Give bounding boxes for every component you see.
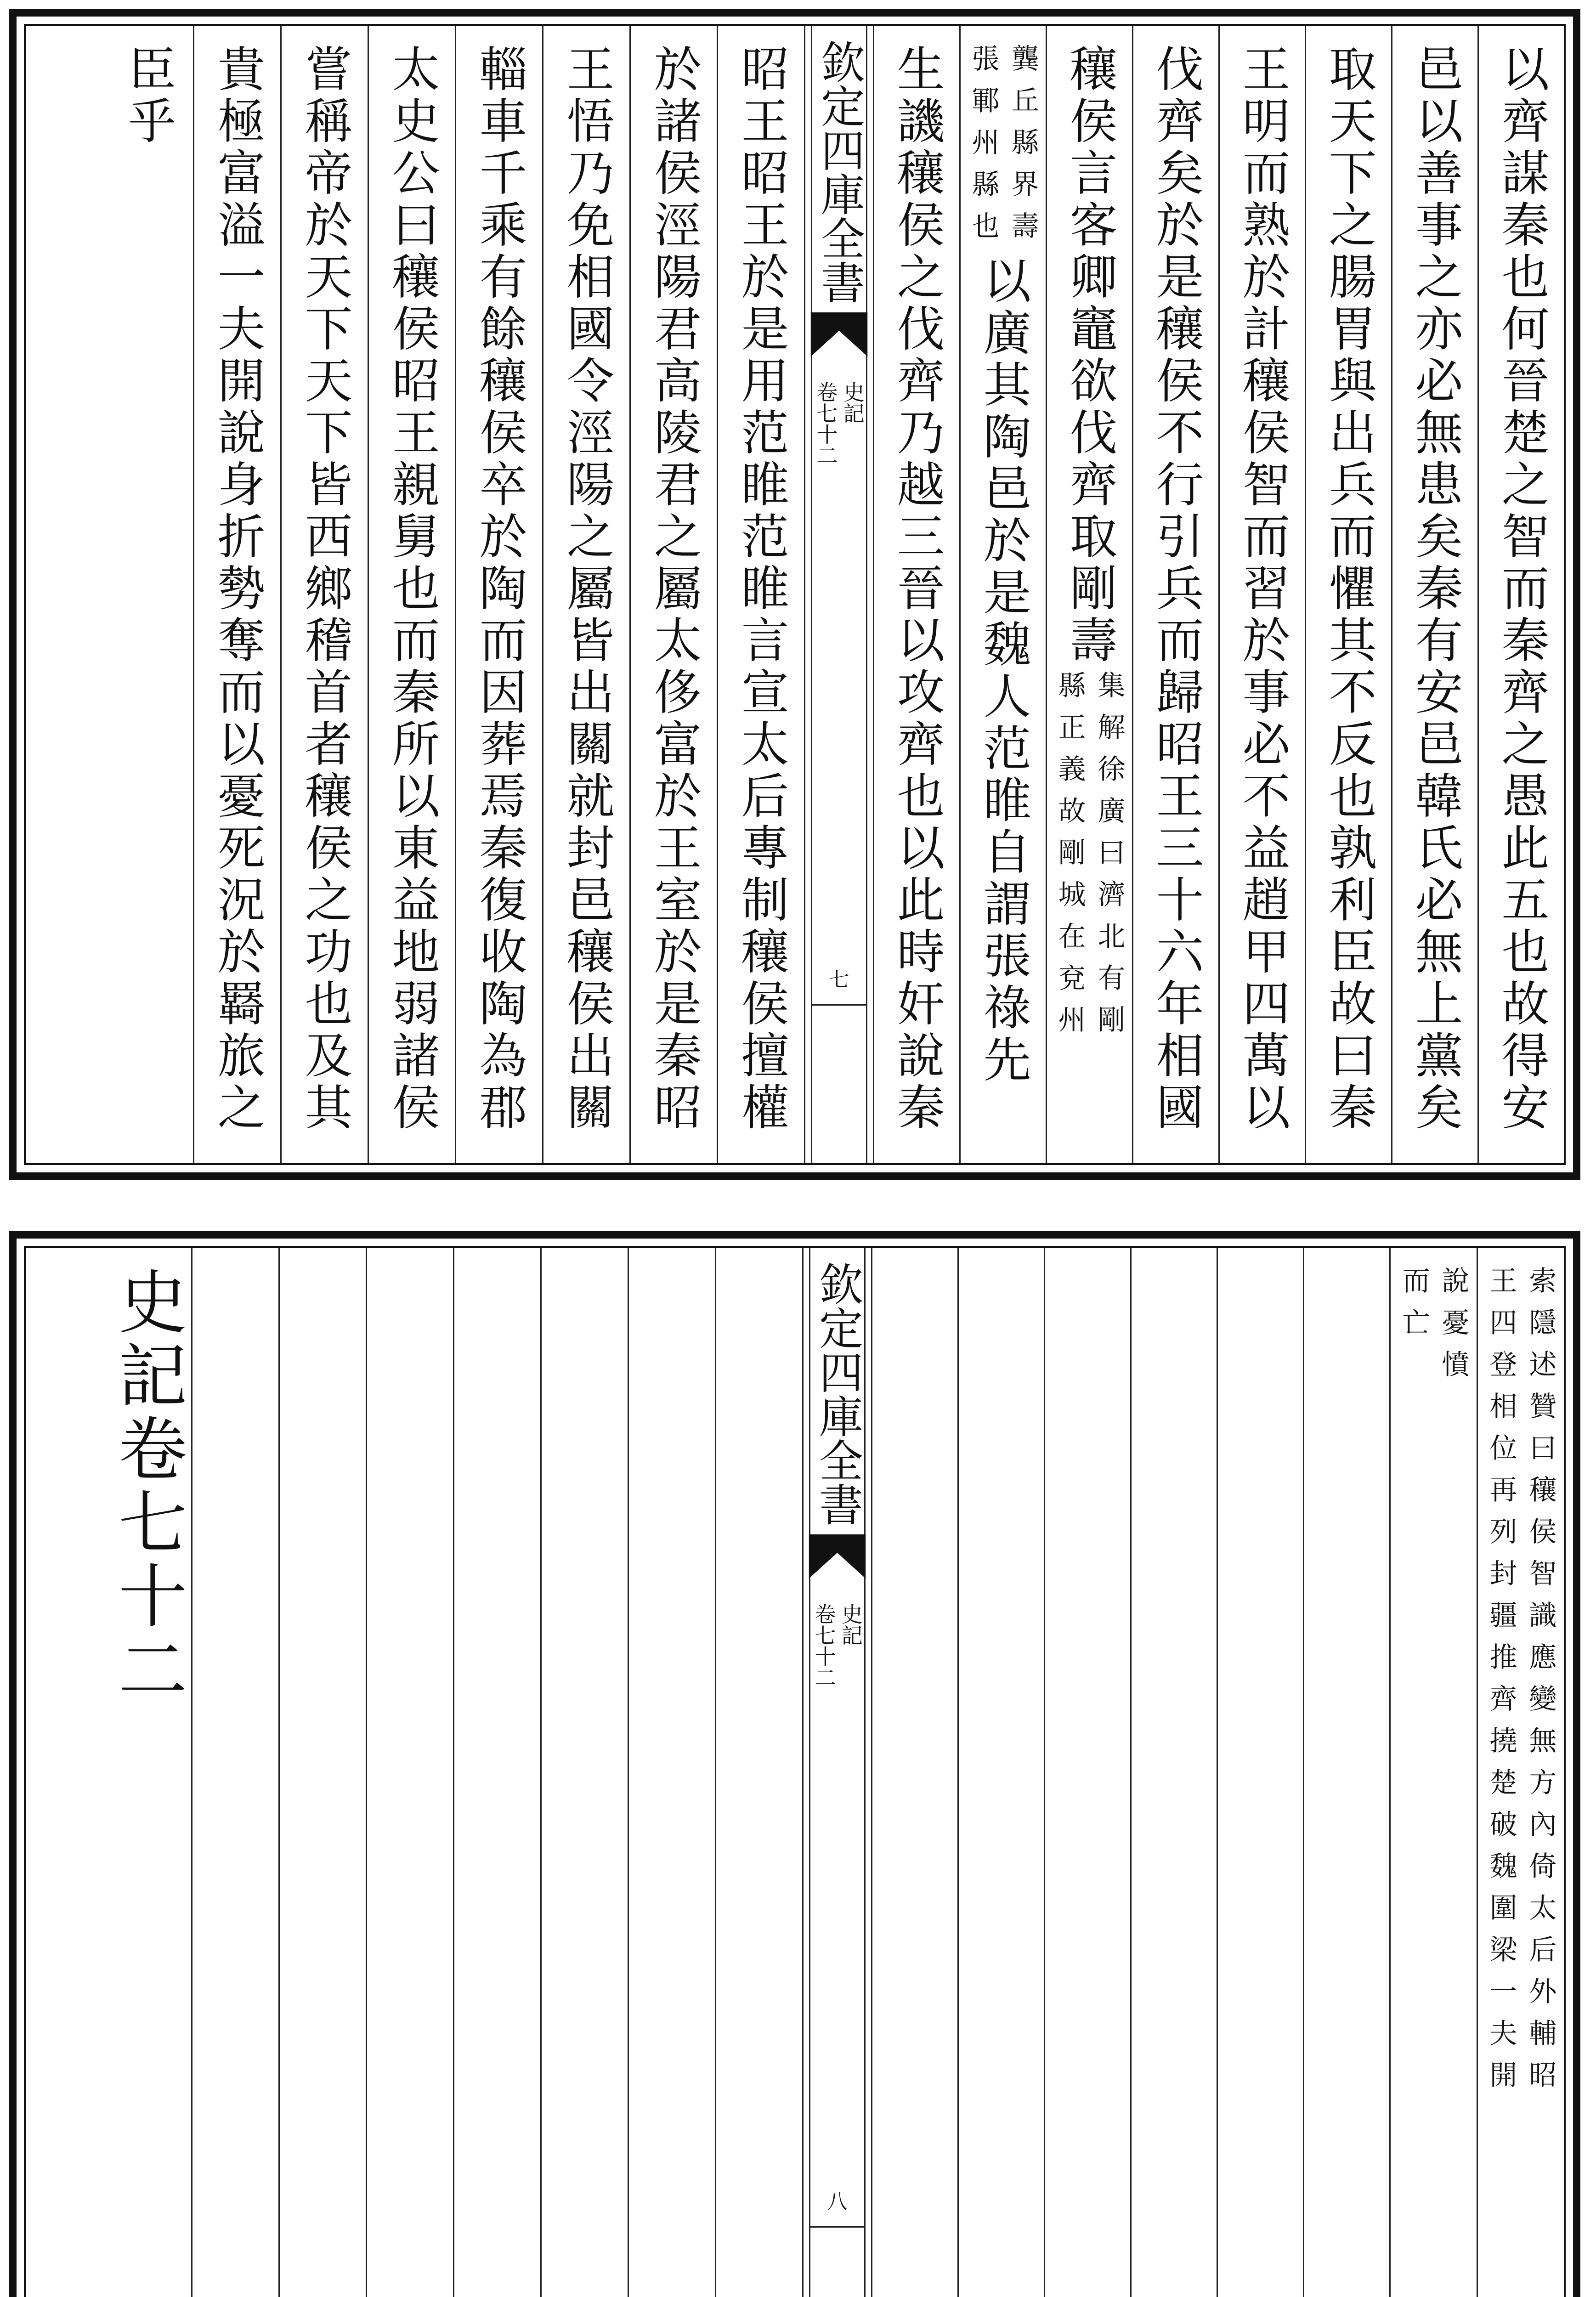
column-text: 王悟乃免相國令涇陽之屬皆出關就封邑穰侯出關 — [558, 44, 615, 1134]
empty-column — [628, 1248, 715, 2297]
text-column — [1132, 26, 1218, 1163]
fishtail-mark — [804, 1534, 871, 1585]
zan-column — [1477, 1248, 1564, 2297]
fold-bottom-rule — [811, 1004, 867, 1006]
empty-column — [957, 1248, 1044, 2297]
text-column — [193, 26, 280, 1163]
empty-column — [453, 1248, 540, 2297]
text-column — [1218, 26, 1305, 1163]
zan-line: 王四登相位再列封疆推齊撓楚破魏圍梁一夫開 — [1485, 1266, 1517, 2102]
empty-column — [191, 1248, 278, 2297]
empty-column — [1217, 1248, 1303, 2297]
fold-title: 欽定四庫全書 — [814, 40, 866, 304]
empty-column — [278, 1248, 366, 2297]
text-column — [280, 26, 368, 1163]
zan-line: 說憂憤 — [1437, 1266, 1470, 1392]
bottom-page — [9, 1231, 1580, 2297]
column-text: 王明而熟於計穰侯智而習於事必不益趙甲四萬以 — [1234, 44, 1290, 1134]
center-fold — [804, 26, 873, 1163]
text-column — [717, 26, 804, 1163]
text-column — [1305, 26, 1391, 1163]
text-column — [873, 26, 959, 1163]
zan-commentary — [1398, 1266, 1470, 1392]
mixed-column — [1053, 44, 1126, 1047]
text-column — [1391, 26, 1477, 1163]
column-text: 伐齊矣於是穰侯不行引兵而歸昭王三十六年相國 — [1148, 44, 1204, 1134]
fishtail-mark — [805, 312, 873, 363]
column-text: 昭王昭王於是用范睢范睢言宣太后專制穰侯擅權 — [733, 44, 789, 1134]
text-column — [1477, 26, 1564, 1163]
zan-line: 而亡 — [1398, 1266, 1430, 1350]
top-page-columns — [26, 26, 1564, 1163]
book-title-label: 史記 — [838, 1603, 863, 1646]
column-text: 太史公曰穰侯昭王親舅也而秦所以東益地弱諸侯 — [384, 44, 440, 1134]
text-column-with-notes — [1046, 26, 1132, 1163]
zan-column — [1389, 1248, 1477, 2297]
column-text: 取天下之腸胃與出兵而懼其不反也孰利臣故曰秦 — [1320, 44, 1377, 1134]
note-line: 張鄆州縣也 — [967, 44, 1000, 253]
column-text: 以廣其陶邑於是魏人范睢自謂張祿先 — [975, 256, 1031, 1086]
empty-column — [540, 1248, 628, 2297]
empty-column — [715, 1248, 802, 2297]
empty-column — [366, 1248, 453, 2297]
chapter-label: 卷七十二 — [811, 1603, 837, 1688]
text-column-with-notes — [959, 26, 1046, 1163]
top-page — [9, 9, 1580, 1180]
empty-column — [1130, 1248, 1217, 2297]
text-column — [629, 26, 717, 1163]
book-title-label: 史記 — [840, 381, 865, 424]
column-text: 邑以善事之亦必無患矣秦有安邑韓氏必無上黨矣 — [1407, 44, 1463, 1134]
folio-number: 八 — [827, 2190, 848, 2213]
section-label — [815, 381, 864, 466]
column-text: 貴極富溢一夫開說身折勢奪而以憂死況於羇旅之 — [209, 44, 266, 1134]
end-title-column — [101, 1248, 191, 2297]
column-text: 輜車千乘有餘穰侯卒於陶而因葬焉秦復收陶為郡 — [471, 44, 527, 1134]
text-column — [368, 26, 455, 1163]
note-line: 龔丘縣界壽 — [1007, 44, 1039, 253]
section-label — [813, 1603, 862, 1688]
text-column — [542, 26, 629, 1163]
commentary-note — [1053, 671, 1126, 1047]
empty-column — [1303, 1248, 1389, 2297]
zan-line: 索隱述贊曰穰侯智識應變無方內倚太后外輔昭 — [1524, 1266, 1557, 2102]
text-column — [103, 26, 193, 1163]
chapter-end-title: 史記卷七十二 — [106, 1266, 187, 1707]
commentary-note — [967, 44, 1039, 253]
zan-commentary — [1485, 1266, 1557, 2102]
column-text: 於諸侯涇陽君高陵君之屬太侈富於王室於是秦昭 — [645, 44, 702, 1134]
folio-number: 七 — [829, 968, 849, 991]
note-line: 縣正義故剛城在兗州 — [1053, 671, 1086, 1047]
text-column — [455, 26, 542, 1163]
empty-column — [1044, 1248, 1130, 2297]
note-line: 集解徐廣曰濟北有剛 — [1093, 671, 1126, 1047]
column-text: 穰侯言客卿竈欲伐齊取剛壽 — [1061, 44, 1118, 667]
column-text: 以齊謀秦也何晉楚之智而秦齊之愚此五也故得安 — [1493, 44, 1550, 1134]
fold-title: 欽定四庫全書 — [812, 1262, 864, 1526]
bottom-page-columns — [26, 1248, 1564, 2297]
column-text: 嘗稱帝於天下天下皆西鄉稽首者穰侯之功也及其 — [296, 44, 353, 1134]
mixed-column — [967, 44, 1039, 1086]
chapter-label: 卷七十二 — [813, 381, 838, 466]
column-text: 臣乎 — [120, 44, 176, 148]
center-fold — [802, 1248, 871, 2297]
column-text: 生譏穰侯之伐齊乃越三晉以攻齊也以此時奸說秦 — [889, 44, 945, 1134]
empty-column — [871, 1248, 957, 2297]
fold-bottom-rule — [809, 2226, 866, 2228]
